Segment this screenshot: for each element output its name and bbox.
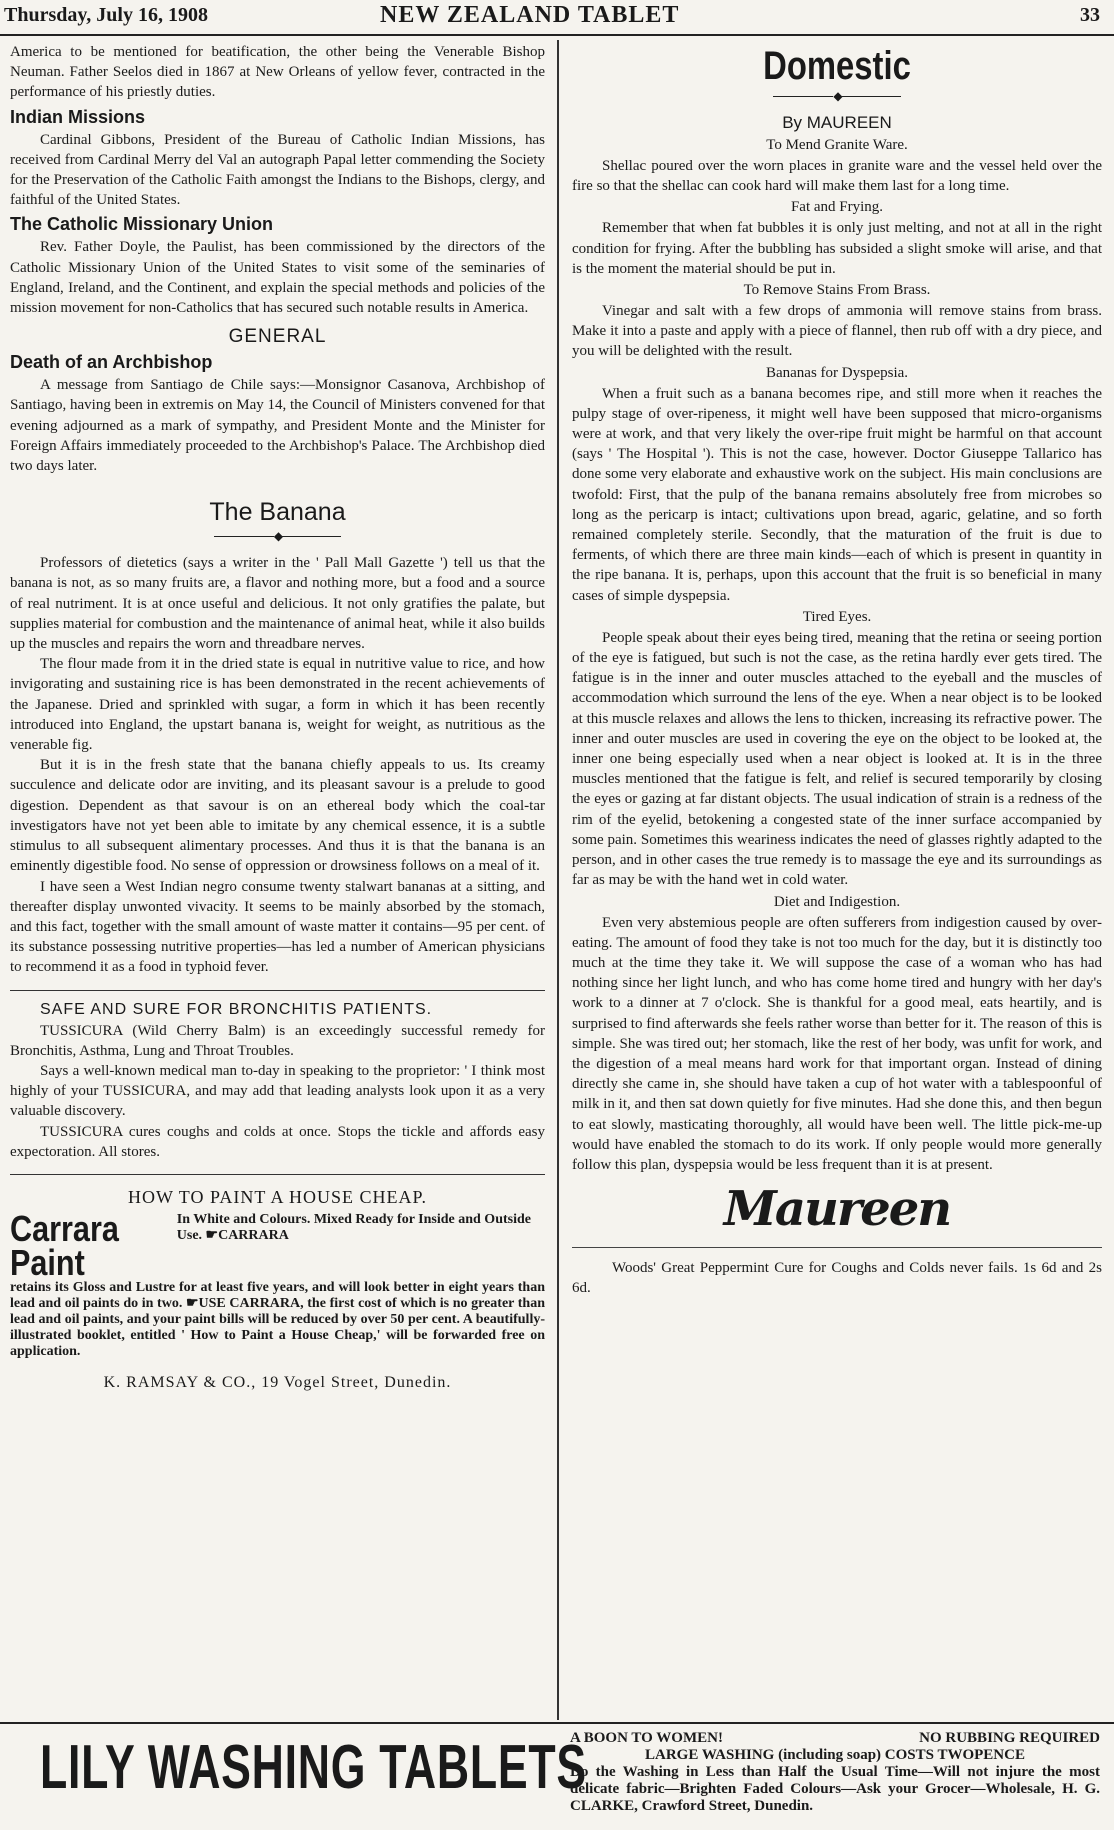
- left-column: [10, 42, 545, 1392]
- boon-line: Do the Washing in Less than Half the Usual Time—Will not injure the most delicate fabric—Brighten Faded Colours—Ask your Grocer—Wholesale, H. G. CLARKE, Crawford Street, Dunedin.: [570, 1764, 1100, 1814]
- section-heading: Fat and Frying.: [790, 199, 884, 216]
- section-heading: Tired Eyes.: [802, 608, 872, 625]
- section-body: Shellac poured over the worn places in granite ware and the vessel held over the fire so that the shellac can cook hard will make them last for a long time.: [572, 158, 1102, 195]
- tussicura-ad: [10, 990, 545, 1162]
- missionary-union-heading: The Catholic Missionary Union: [10, 214, 274, 235]
- lily-tablets-ad: LILY WASHING TABLETS: [40, 1733, 587, 1802]
- carrara-heading: HOW TO PAINT A HOUSE CHEAP.: [127, 1186, 428, 1207]
- masthead: [0, 0, 1114, 36]
- boon-text: NO RUBBING REQUIRED: [919, 1730, 1100, 1746]
- title-ornament: ◆: [10, 529, 545, 543]
- bottom-ad-band: [0, 1722, 1114, 1830]
- tussicura-paragraph: Says a well-known medical man to-day in speaking to the proprietor: ' I think most highly of your TUSSICURA, and may add that leading analysts look upon it as a very valuable discovery.: [10, 1062, 545, 1120]
- rule: [572, 1247, 1102, 1248]
- general-heading: GENERAL: [228, 326, 327, 348]
- ramsay-address: K. RAMSAY & CO., 19 Vogel Street, Dunedin.: [103, 1373, 452, 1391]
- boon-text: A BOON TO WOMEN!: [570, 1730, 723, 1746]
- carrara-body: retains its Gloss and Lustre for at least five years, and will look better in eight years than lead and oil paints do in two. ☛USE CARRARA, the first cost of which is no greater than lead and oil paints, and your paint bills will be reduced by over 50 per cent. A beautifully-illustrated booklet, entitled ' How to Paint a House Cheap,' will be forwarded free on application.: [10, 1279, 545, 1359]
- banana-paragraph: I have seen a West Indian negro consume twenty stalwart bananas at a sitting, and thereafter display unwonted vivacity. It seems to be mainly absorbed by the stomach, and this fact, together with the small amount of waste matter it contains—95 per cent. of its substance possessing nutritive properties—has led a number of American physicians to recommend it as a food in typhoid fever.: [10, 878, 545, 976]
- column-divider: [557, 40, 559, 1720]
- tussicura-paragraph: TUSSICURA cures coughs and colds at once. Stops the tickle and affords easy expectoration. All stores.: [10, 1123, 545, 1160]
- maureen-signature: Maureen: [723, 1181, 951, 1238]
- banana-paragraph: The flour made from it in the dried state is equal in nutritive value to rice, and how invigorating and sustaining rice is has been demonstrated in the recent achievements of the Japanese. Dried and sprinkled with sugar, a form in which it has been recently introduced into England, the upstart banana is, weight for weight, as nutritious as the venerable fig.: [10, 656, 545, 754]
- banana-title: The Banana: [209, 498, 346, 527]
- section-heading: To Remove Stains From Brass.: [743, 282, 931, 299]
- section-body: Vinegar and salt with a few drops of ammonia will remove stains from brass. Make it into a paste and apply with a piece of flannel, then rub off with a dry piece, and you will be delighted with the result.: [572, 303, 1102, 360]
- archbishop-heading: Death of an Archbishop: [10, 352, 213, 373]
- boon-line: [570, 1730, 1100, 1747]
- tussicura-paragraph: TUSSICURA (Wild Cherry Balm) is an exceedingly successful remedy for Bronchitis, Asthma, Lung and Throat Troubles.: [10, 1022, 545, 1059]
- indian-missions-heading: Indian Missions: [10, 106, 146, 127]
- issue-date: Thursday, July 16, 1908: [4, 4, 208, 26]
- section-body: When a fruit such as a banana becomes ripe, and still more when it reaches the pulpy stage of over-ripeness, it might well have been supposed that micro-organisms were at work, and that very likely the over-ripe fruit might be harmful on that account (says ' The Hospital '). This is not the case, however. Doctor Giuseppe Tallarico has done some very elaborate and exhaustive work on the subject. His main conclusions are twofold: First, that the pulp of the banana remains absolutely free from microbes so long as the pericarp is intact; cultivations upon bread, agaric, gelatine, and so forth remained completely sterile. Secondly, that the maturation of the fruit is due to ferments, of which there are three main kinds—each of which is present in quantity in the ripe banana. It is, perhaps, upon this account that the fruit is so beneficial in many cases of simple dyspepsia.: [572, 385, 1102, 604]
- section-heading: Diet and Indigestion.: [773, 893, 901, 910]
- woods-ad: Woods' Great Peppermint Cure for Coughs and Colds never fails. 1s 6d and 2s 6d.: [572, 1260, 1102, 1297]
- missionary-union-body: Rev. Father Doyle, the Paulist, has been commissioned by the directors of the Catholic Missionary Union of the United States to visit some of the seminaries of England, Ireland, and the Continent, and explain the special methods and policies of the mission movement for non-Catholics that has secured such notable results in America.: [10, 239, 545, 317]
- intro-paragraph: America to be mentioned for beatification, the other being the Venerable Bishop Neuman. Father Seelos died in 1867 at New Orleans of yellow fever, contracted in the performance of his priestly duties.: [10, 44, 545, 101]
- domestic-title: Domestic: [763, 44, 911, 88]
- title-ornament: ◆: [572, 89, 1102, 103]
- tussicura-heading: SAFE AND SURE FOR BRONCHITIS PATIENTS.: [40, 1000, 433, 1018]
- newspaper-title: NEW ZEALAND TABLET: [380, 2, 680, 28]
- section-body: Even very abstemious people are often sufferers from indigestion caused by over-eating. The amount of food they take is not too much for the day, but it is distinctly too much at the time they take it. We will suppose the case of a woman who has had nothing since her light lunch, and who has come home tired and hungry with her day's work to a dinner at 7 o'clock. She is thankful for a good meal, eats heartily, and is surprised to find afterwards she feels rather worse than better for it. The reason of this is simple. She was tired out; her stomach, like the rest of her body, was unfit for work, and the digestion of a meal means hard work for that important organ. Instead of dining directly she came in, she should have taken a cup of hot water with a tablespoonful of milk in it, and then sat down quietly for five minutes. Had she done this, and then begun to eat slowly, masticating thoroughly, all would have been well. The little pick-me-up would have enabled the stomach to do its work. If only people would more generally follow this plan, dyspepsia would be less frequent than it is at present.: [572, 914, 1102, 1173]
- carrara-brand: Carrara Paint: [10, 1207, 119, 1283]
- banana-paragraph: But it is in the fresh state that the banana chiefly appeals to us. Its creamy succulence and delicate odor are inviting, and its pleasant savour is a prelude to good digestion. Dependent as that savour is on an ethereal body which the coal-tar investigators have not yet been able to imitate by any chemical essence, it is a subtle stimulus to all subsequent alimentary processes. And thus it is that the banana is an eminently digestible food. No sense of oppression or drowsiness follows on a meal of it.: [10, 757, 545, 875]
- section-heading: Bananas for Dyspepsia.: [765, 364, 909, 381]
- section-heading: To Mend Granite Ware.: [766, 137, 908, 153]
- carrara-row: [10, 1207, 545, 1283]
- right-column: [572, 42, 1102, 1298]
- boon-line: LARGE WASHING (including soap) COSTS TWOPENCE: [645, 1747, 1025, 1763]
- byline: By MAUREEN: [782, 113, 892, 132]
- indian-missions-body: Cardinal Gibbons, President of the Bureau of Catholic Indian Missions, has received from Cardinal Merry del Val an autograph Papal letter commending the Society for the Preservation of the Catholic Faith amongst the Indians to the Bishops, clergy, and faithful of the United States.: [10, 131, 545, 209]
- boon-ad: [570, 1730, 1100, 1815]
- carrara-ad: [10, 1174, 545, 1392]
- banana-paragraph: Professors of dietetics (says a writer in the ' Pall Mall Gazette ') tell us that the banana is not, as so many fruits are, a flavor and nothing more, but a food and a source of real nutriment. It is at once useful and delicious. It not only gratifies the palate, but supplies material for combustion and the maintenance of animal heat, while it also builds up the muscles and repairs the worn and threadbare nerves.: [10, 555, 545, 653]
- carrara-tagline: In White and Colours. Mixed Ready for Inside and Outside Use. ☛CARRARA: [176, 1211, 531, 1243]
- section-body: People speak about their eyes being tired, meaning that the retina or seeing portion of the eye is fatigued, but such is not the case, as the retina hardly ever gets tired. The fatigue is in the inner and outer muscles attached to the eyeball and the muscles of accommodation which surround the lens of the eye. When a near object is to be looked at this muscle relaxes and allows the lens to thicken, increasing its refractive power. The inner and outer muscles are used in covering the eye on the object to be looked at, the inner one being especially used when a near object is looked at. It is in the three muscles mentioned that the fatigue is felt, and relief is secured temporarily by closing the eyes or gazing at far distant objects. The usual indication of strain is a redness of the rim of the eyelid, betokening a congested state of the inner surface accompanied by some pain. Sometimes this weariness indicates the need of glasses rightly adapted to the person, and in other cases the true remedy is to massage the eye and its surroundings as far as may be with the hand wet in cold water.: [572, 629, 1102, 889]
- archbishop-body: A message from Santiago de Chile says:—Monsignor Casanova, Archbishop of Santiago, having been in extremis on May 14, the Council of Ministers convened for that evening adjourned as a mark of sympathy, and President Monte and the Minister for Foreign Affairs immediately proceeded to the Archbishop's Palace. The Archbishop died two days later.: [10, 377, 545, 475]
- page-number: 33: [1080, 4, 1100, 26]
- section-body: Remember that when fat bubbles it is only just melting, and not at all in the right condition for frying. After the bubbling has subsided a slight smoke will arise, and that is the moment the material should be put in.: [572, 220, 1102, 277]
